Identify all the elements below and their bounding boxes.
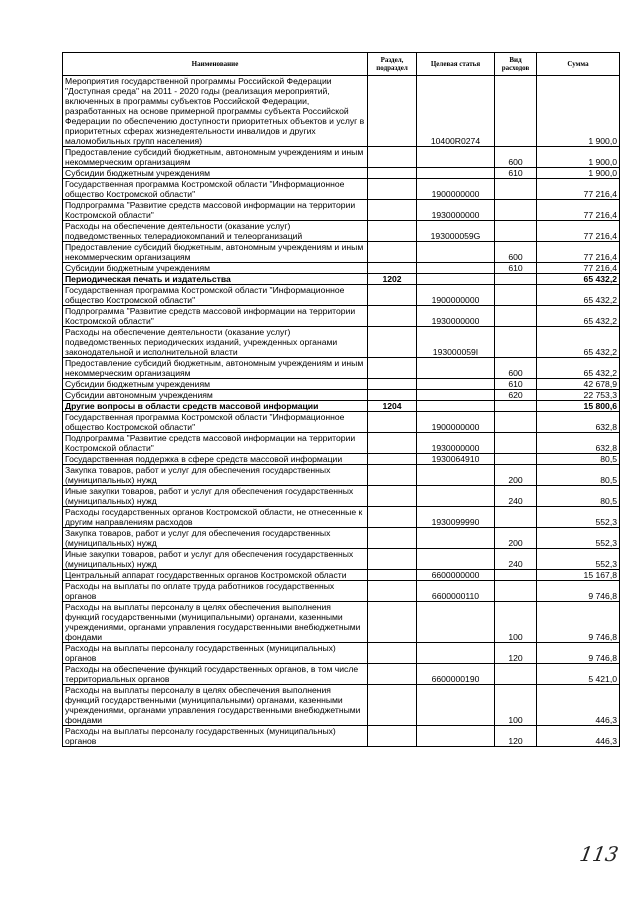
cell-target [417, 274, 495, 285]
table-row [63, 454, 620, 465]
cell-name: Расходы на выплаты по оплате труда работников государственных органов [63, 581, 368, 602]
cell-type: 200 [495, 465, 537, 486]
cell-target: 6600000000 [417, 570, 495, 581]
table-row [63, 486, 620, 507]
cell-section [368, 379, 417, 390]
cell-type: 610 [495, 168, 537, 179]
cell-target [417, 358, 495, 379]
table-row [63, 643, 620, 664]
cell-target [417, 486, 495, 507]
table-row [63, 242, 620, 263]
cell-section [368, 168, 417, 179]
cell-name: Предоставление субсидий бюджетным, автономным учреждениям и иным некоммерческим организациям [63, 147, 368, 168]
table-row [63, 147, 620, 168]
cell-target [417, 147, 495, 168]
cell-name: Государственная программа Костромской области "Информационное общество Костромской области" [63, 285, 368, 306]
cell-type: 240 [495, 486, 537, 507]
header-section: Раздел, подраздел [368, 53, 417, 76]
cell-type: 200 [495, 528, 537, 549]
cell-sum: 77 216,4 [537, 179, 620, 200]
table-row [63, 327, 620, 358]
cell-type [495, 200, 537, 221]
cell-type: 120 [495, 726, 537, 747]
header-type: Вид расходов [495, 53, 537, 76]
cell-section [368, 390, 417, 401]
table-row [63, 285, 620, 306]
cell-sum: 80,5 [537, 454, 620, 465]
cell-sum: 42 678,9 [537, 379, 620, 390]
cell-name: Государственная программа Костромской области "Информационное общество Костромской области" [63, 179, 368, 200]
cell-target: 1930099990 [417, 507, 495, 528]
cell-type: 100 [495, 602, 537, 643]
cell-sum: 77 216,4 [537, 221, 620, 242]
cell-name: Иные закупки товаров, работ и услуг для обеспечения государственных (муниципальных) нужд [63, 549, 368, 570]
cell-sum: 65 432,2 [537, 274, 620, 285]
page-number: 113 [577, 842, 621, 866]
cell-target: 1900000000 [417, 285, 495, 306]
budget-table [62, 52, 620, 747]
cell-sum: 632,8 [537, 412, 620, 433]
cell-target [417, 379, 495, 390]
cell-target [417, 528, 495, 549]
cell-type [495, 401, 537, 412]
cell-sum: 446,3 [537, 685, 620, 726]
cell-target: 6600000110 [417, 581, 495, 602]
table-row [63, 379, 620, 390]
cell-name: Подпрограмма "Развитие средств массовой информации на территории Костромской области" [63, 306, 368, 327]
budget-page [62, 52, 619, 747]
cell-type: 620 [495, 390, 537, 401]
cell-section [368, 454, 417, 465]
cell-sum: 1 900,0 [537, 76, 620, 147]
header-name: Наименование [63, 53, 368, 76]
table-row [63, 274, 620, 285]
header-sum: Сумма [537, 53, 620, 76]
cell-sum: 552,3 [537, 528, 620, 549]
table-row [63, 179, 620, 200]
cell-type [495, 581, 537, 602]
cell-section [368, 147, 417, 168]
cell-section [368, 242, 417, 263]
cell-type [495, 412, 537, 433]
table-row [63, 507, 620, 528]
cell-sum: 9 746,8 [537, 643, 620, 664]
cell-target [417, 602, 495, 643]
cell-section [368, 465, 417, 486]
cell-type: 100 [495, 685, 537, 726]
cell-type [495, 507, 537, 528]
table-header-row [63, 53, 620, 76]
table-row [63, 726, 620, 747]
cell-sum: 22 753,3 [537, 390, 620, 401]
cell-target: 1930000000 [417, 200, 495, 221]
cell-target: 10400R0274 [417, 76, 495, 147]
cell-type: 600 [495, 147, 537, 168]
cell-section [368, 507, 417, 528]
cell-target [417, 263, 495, 274]
cell-section [368, 685, 417, 726]
cell-name: Предоставление субсидий бюджетным, автономным учреждениям и иным некоммерческим организациям [63, 358, 368, 379]
cell-name: Подпрограмма "Развитие средств массовой информации на территории Костромской области" [63, 200, 368, 221]
table-row [63, 263, 620, 274]
cell-sum: 1 900,0 [537, 168, 620, 179]
table-row [63, 664, 620, 685]
cell-type [495, 285, 537, 306]
cell-target [417, 168, 495, 179]
cell-target: 1900000000 [417, 179, 495, 200]
cell-name: Государственная поддержка в сфере средств массовой информации [63, 454, 368, 465]
table-row [63, 200, 620, 221]
cell-name: Мероприятия государственной программы Российской Федерации "Доступная среда" на 2011 - 2020 годы (реализация мероприятий, включенных в программы субъектов Российской Федерации, разработанных на основе примерной программы субъекта Российской Федерации по обеспечению доступности приоритетных объектов и услуг в приоритетных сферах жизнедеятельности инвалидов и других маломобильных групп населения) [63, 76, 368, 147]
cell-sum: 15 800,6 [537, 401, 620, 412]
cell-target: 6600000190 [417, 664, 495, 685]
cell-type [495, 664, 537, 685]
cell-type [495, 327, 537, 358]
table-row [63, 221, 620, 242]
cell-section [368, 528, 417, 549]
table-row [63, 433, 620, 454]
cell-type: 610 [495, 379, 537, 390]
cell-type [495, 306, 537, 327]
cell-sum: 446,3 [537, 726, 620, 747]
cell-section [368, 358, 417, 379]
cell-name: Государственная программа Костромской области "Информационное общество Костромской области" [63, 412, 368, 433]
cell-type [495, 274, 537, 285]
cell-type [495, 221, 537, 242]
cell-target [417, 401, 495, 412]
table-body [63, 76, 620, 747]
cell-section [368, 549, 417, 570]
header-target: Целевая статья [417, 53, 495, 76]
cell-name: Закупка товаров, работ и услуг для обеспечения государственных (муниципальных) нужд [63, 465, 368, 486]
cell-target: 1930064910 [417, 454, 495, 465]
cell-section [368, 200, 417, 221]
cell-section [368, 486, 417, 507]
cell-name: Субсидии бюджетным учреждениям [63, 263, 368, 274]
cell-sum: 15 167,8 [537, 570, 620, 581]
cell-name: Расходы на обеспечение функций государственных органов, в том числе территориальных органов [63, 664, 368, 685]
cell-sum: 80,5 [537, 486, 620, 507]
cell-section [368, 664, 417, 685]
cell-sum: 632,8 [537, 433, 620, 454]
table-row [63, 401, 620, 412]
cell-sum: 80,5 [537, 465, 620, 486]
cell-sum: 77 216,4 [537, 200, 620, 221]
cell-sum: 65 432,2 [537, 285, 620, 306]
table-row [63, 168, 620, 179]
cell-section [368, 306, 417, 327]
cell-target: 1930000000 [417, 433, 495, 454]
table-row [63, 570, 620, 581]
cell-target [417, 726, 495, 747]
cell-name: Субсидии бюджетным учреждениям [63, 168, 368, 179]
cell-name: Субсидии автономным учреждениям [63, 390, 368, 401]
cell-sum: 9 746,8 [537, 602, 620, 643]
table-row [63, 685, 620, 726]
table-row [63, 390, 620, 401]
cell-sum: 552,3 [537, 507, 620, 528]
cell-type: 600 [495, 242, 537, 263]
cell-section [368, 76, 417, 147]
cell-name: Расходы на выплаты персоналу государственных (муниципальных) органов [63, 643, 368, 664]
cell-type [495, 433, 537, 454]
cell-sum: 9 746,8 [537, 581, 620, 602]
cell-name: Расходы на обеспечение деятельности (оказание услуг) подведомственных телерадиокомпаний и телеорганизаций [63, 221, 368, 242]
cell-sum: 1 900,0 [537, 147, 620, 168]
cell-section: 1204 [368, 401, 417, 412]
cell-sum: 552,3 [537, 549, 620, 570]
table-row [63, 76, 620, 147]
cell-name: Предоставление субсидий бюджетным, автономным учреждениям и иным некоммерческим организациям [63, 242, 368, 263]
table-row [63, 528, 620, 549]
cell-type: 120 [495, 643, 537, 664]
cell-name: Расходы на обеспечение деятельности (оказание услуг) подведомственных периодических изданий, учрежденных органами законодательной и исполнительной власти [63, 327, 368, 358]
cell-sum: 77 216,4 [537, 263, 620, 274]
cell-section [368, 643, 417, 664]
cell-target: 1930000000 [417, 306, 495, 327]
cell-target: 193000059I [417, 327, 495, 358]
table-row [63, 358, 620, 379]
cell-type [495, 76, 537, 147]
cell-name: Периодическая печать и издательства [63, 274, 368, 285]
table-row [63, 549, 620, 570]
cell-target [417, 390, 495, 401]
cell-type [495, 570, 537, 581]
cell-section: 1202 [368, 274, 417, 285]
cell-section [368, 433, 417, 454]
table-row [63, 465, 620, 486]
cell-type: 240 [495, 549, 537, 570]
cell-section [368, 179, 417, 200]
cell-target [417, 685, 495, 726]
cell-name: Центральный аппарат государственных органов Костромской области [63, 570, 368, 581]
cell-name: Расходы на выплаты персоналу в целях обеспечения выполнения функций государственными (муниципальными) органами, казенными учреждениями, органами управления государственными внебюджетными фондами [63, 685, 368, 726]
cell-section [368, 263, 417, 274]
cell-section [368, 221, 417, 242]
cell-type: 610 [495, 263, 537, 274]
cell-name: Иные закупки товаров, работ и услуг для обеспечения государственных (муниципальных) нужд [63, 486, 368, 507]
cell-section [368, 602, 417, 643]
cell-target [417, 643, 495, 664]
cell-section [368, 327, 417, 358]
table-row [63, 306, 620, 327]
cell-target [417, 465, 495, 486]
cell-type [495, 179, 537, 200]
cell-target [417, 549, 495, 570]
table-row [63, 602, 620, 643]
table-row [63, 581, 620, 602]
cell-section [368, 581, 417, 602]
cell-name: Субсидии бюджетным учреждениям [63, 379, 368, 390]
cell-target: 193000059G [417, 221, 495, 242]
cell-sum: 65 432,2 [537, 306, 620, 327]
cell-section [368, 412, 417, 433]
cell-name: Расходы на выплаты персоналу государственных (муниципальных) органов [63, 726, 368, 747]
cell-sum: 77 216,4 [537, 242, 620, 263]
cell-name: Другие вопросы в области средств массовой информации [63, 401, 368, 412]
cell-section [368, 570, 417, 581]
cell-sum: 5 421,0 [537, 664, 620, 685]
cell-target [417, 242, 495, 263]
cell-name: Подпрограмма "Развитие средств массовой информации на территории Костромской области" [63, 433, 368, 454]
cell-sum: 65 432,2 [537, 327, 620, 358]
cell-type [495, 454, 537, 465]
cell-type: 600 [495, 358, 537, 379]
cell-section [368, 726, 417, 747]
cell-section [368, 285, 417, 306]
cell-name: Расходы государственных органов Костромской области, не отнесенные к другим направлениям расходов [63, 507, 368, 528]
table-row [63, 412, 620, 433]
cell-sum: 65 432,2 [537, 358, 620, 379]
cell-name: Закупка товаров, работ и услуг для обеспечения государственных (муниципальных) нужд [63, 528, 368, 549]
cell-target: 1900000000 [417, 412, 495, 433]
cell-name: Расходы на выплаты персоналу в целях обеспечения выполнения функций государственными (муниципальными) органами, казенными учреждениями, органами управления государственными внебюджетными фондами [63, 602, 368, 643]
